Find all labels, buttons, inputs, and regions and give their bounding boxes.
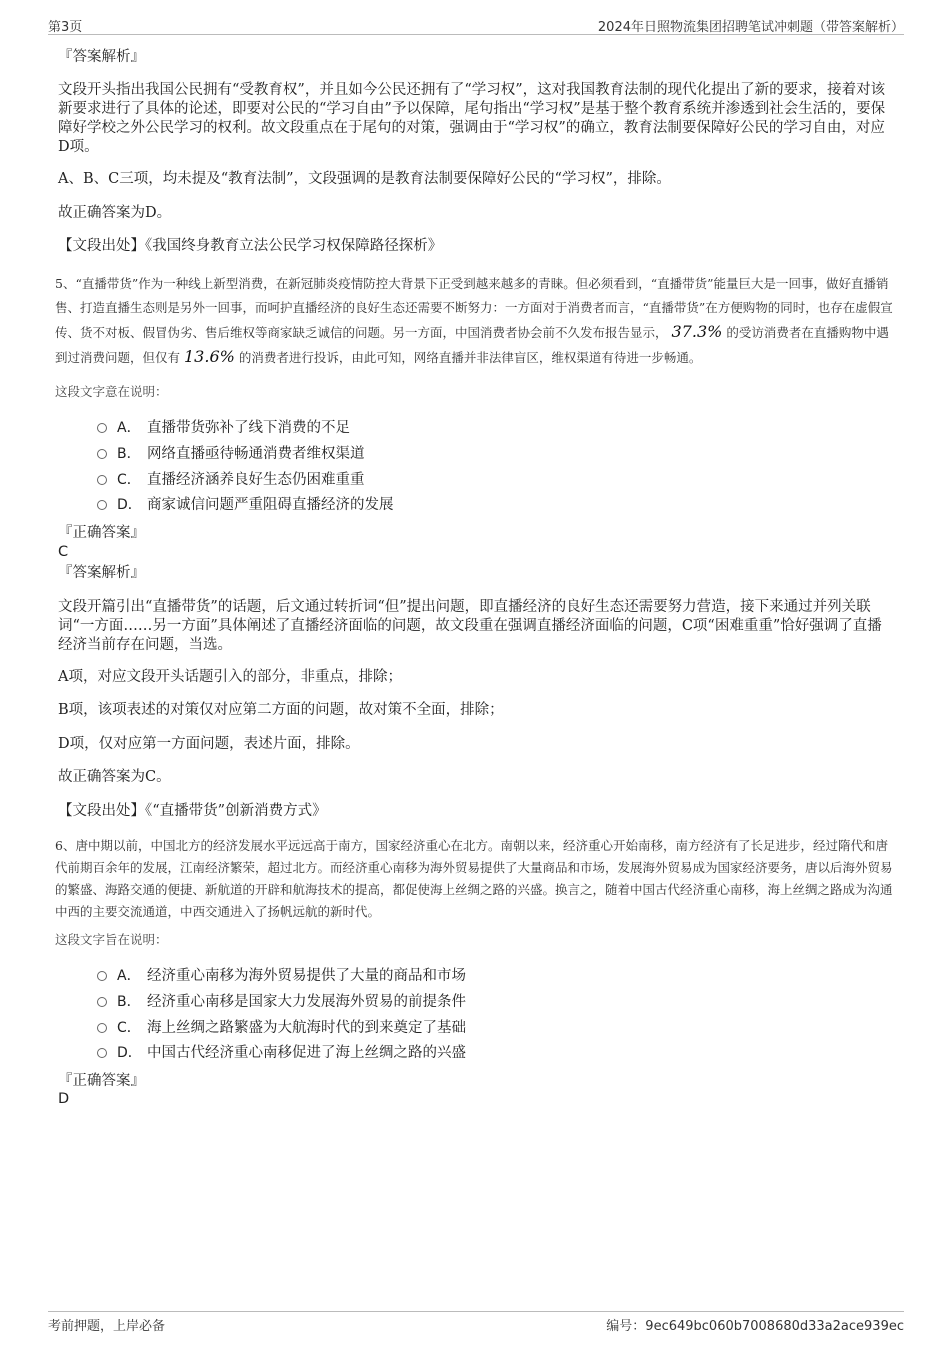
q5-note-a: A项，对应文段开头话题引入的部分，非重点，排除； [58,669,402,685]
q4-analysis-label: 『答案解析』 [58,49,145,65]
q5-analysis-label: 『答案解析』 [58,565,145,581]
q5-text: 5、“直播带货”作为一种线上新型消费，在新冠肺炎疫情防控大背景下正受到越来越多的青睐。但必须看到，“直播带货”能量巨大是一回事，做好直播销售、打造直播生态则是另外一回事，而呵护直播经济的良好生态还需要不断努力：一方面对于消费者而言，“直播带货”在方便购物的同时，也存在虚假宣传、货不对板、假冒伪劣、售后维权等商家缺乏诚信的问题。另一方面，中国消费者协会前不久发布报告显示， 37.3% 的受访消费者在直播购物中遇到过消费问题，但仅有 13.6% 的消费者进行投诉，由此可知，网络直播并非法律盲区，维权渠道有待进一步畅通。 [55,276,893,366]
q5-conclusion: 故正确答案为C。 [58,769,171,785]
q4-analysis-text: 文段开头指出我国公民拥有“受教育权”，并且如今公民还拥有了“学习权”，这对我国教育法制的现代化提出了新的要求，接着对该新要求进行了具体的论述，即要对公民的“学习自由”予以保障，尾句指出“学习权”是基于整个教育系统并渗透到社会生活的，要保障好学校之外公民学习的权利。故文段重点在于尾句的对策，强调由于“学习权”的确立，教育法制要保障好公民的学习自由，对应D项。 [58,82,886,155]
q5-option-c[interactable]: C． 直播经济涵养良好生态仍困难重重 [97,470,365,490]
q6-text: 6、唐中期以前，中国北方的经济发展水平远远高于南方，国家经济重心在北方。南朝以来，经济重心开始南移，南方经济有了长足进步，经过隋代和唐代前期百余年的发展，江南经济繁荣，超过北方。而经济重心南移为海外贸易提供了大量商品和市场，发展海外贸易成为国家经济要务，唐以后海外贸易的繁盛、海路交通的便捷、新航道的开辟和航海技术的提高，都促使海上丝绸之路的兴盛。换言之，随着中国古代经济重心南移，海上丝绸之路成为沟通中西的主要交流通道，中西交通进入了扬帆远航的新时代。 [55,838,893,919]
q4-source: 【文段出处】《我国终身教育立法公民学习权保障路径探析》 [58,238,443,254]
q5-stem: 这段文字意在说明： [55,384,168,399]
q5-note-d: D项，仅对应第一方面问题，表述片面，排除。 [58,736,360,752]
radio-button-icon[interactable] [97,997,107,1007]
q5-answer: C [58,544,69,560]
q5-option-d[interactable]: D． 商家诚信问题严重阻碍直播经济的发展 [97,495,394,515]
q6-option-c[interactable]: C． 海上丝绸之路繁盛为大航海时代的到来奠定了基础 [97,1018,466,1038]
q6-option-d[interactable]: D． 中国古代经济重心南移促进了海上丝绸之路的兴盛 [97,1043,466,1063]
radio-button-icon[interactable] [97,500,107,510]
q6-answer-label: 『正确答案』 [58,1073,145,1089]
footer-code: 编号：9ec649bc060b7008680d33a2ace939ec [606,1319,904,1334]
page-footer [48,1311,904,1334]
radio-button-icon[interactable] [97,475,107,485]
q4-conclusion: 故正确答案为D。 [58,205,172,221]
q5-answer-label: 『正确答案』 [58,525,145,541]
q6-option-b[interactable]: B． 经济重心南移是国家大力发展海外贸易的前提条件 [97,992,466,1012]
page-number: 第3页 [48,20,83,35]
q5-pct-2: 13.6% [184,347,235,366]
document-title: 2024年日照物流集团招聘笔试冲刺题（带答案解析） [597,20,904,35]
q5-analysis-text: 文段开篇引出“直播带货”的话题，后文通过转折词“但”提出问题，即直播经济的良好生态还需要努力营造，接下来通过并列关联词“一方面……另一方面”具体阐述了直播经济面临的问题，故文段重在强调直播经济面临的问题，C项“困难重重”恰好强调了直播经济当前存在问题，当选。 [58,599,882,653]
q5-option-a[interactable]: A． 直播带货弥补了线下消费的不足 [97,418,350,438]
q6-option-a[interactable]: A． 经济重心南移为海外贸易提供了大量的商品和市场 [97,966,466,986]
page-header [48,14,904,35]
radio-button-icon[interactable] [97,423,107,433]
radio-button-icon[interactable] [97,971,107,981]
radio-button-icon[interactable] [97,449,107,459]
q5-option-b[interactable]: B． 网络直播亟待畅通消费者维权渠道 [97,444,365,464]
q6-stem: 这段文字旨在说明： [55,932,168,947]
q5-pct-1: 37.3% [671,322,723,341]
q5-note-b: B项，该项表述的对策仅对应第二方面的问题，故对策不全面，排除； [58,702,504,718]
q4-note-abc: A、B、C三项，均未提及“教育法制”，文段强调的是教育法制要保障好公民的“学习权”，排除。 [58,171,671,187]
radio-button-icon[interactable] [97,1048,107,1058]
footer-slogan: 考前押题，上岸必备 [48,1319,166,1334]
radio-button-icon[interactable] [97,1023,107,1033]
q6-answer: D [58,1091,70,1107]
q5-source: 【文段出处】《“直播带货”创新消费方式》 [58,803,327,819]
